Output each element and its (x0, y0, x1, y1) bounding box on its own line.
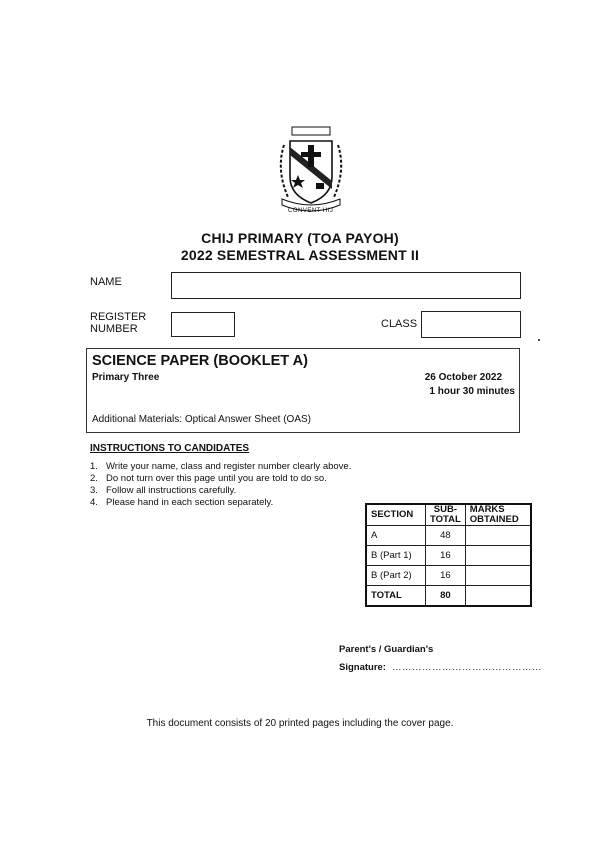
crest-caption: CONVENT HIJ (288, 208, 334, 214)
instruction-number: 4. (90, 497, 98, 508)
row-section: B (Part 2) (366, 566, 426, 586)
paper-duration: 1 hour 30 minutes (429, 386, 515, 397)
register-number-field[interactable] (171, 312, 235, 337)
row-section: A (366, 526, 426, 546)
instructions-heading: INSTRUCTIONS TO CANDIDATES (90, 443, 250, 454)
instruction-item (90, 485, 351, 497)
instruction-number: 2. (90, 473, 98, 484)
instruction-number: 1. (90, 461, 98, 472)
table-row (366, 566, 531, 586)
paper-date: 26 October 2022 (424, 372, 502, 383)
header-marks-line1: MARKS (469, 504, 505, 515)
row-marks-obtained[interactable] (465, 586, 531, 607)
scan-speck (538, 339, 540, 341)
assessment-title: 2022 SEMESTRAL ASSESSMENT II (180, 247, 420, 263)
table-row (366, 546, 531, 566)
name-label: NAME (90, 276, 122, 288)
marks-table (365, 503, 532, 607)
name-field[interactable] (171, 272, 521, 299)
instruction-text: Please hand in each section separately. (106, 497, 274, 508)
row-marks-obtained[interactable] (465, 566, 531, 586)
header-section: SECTION (366, 504, 426, 526)
paper-level: Primary Three (92, 372, 160, 383)
instruction-item (90, 461, 351, 473)
header-marks-obtained (465, 504, 531, 526)
guardian-label: Parent's / Guardian's (339, 644, 434, 655)
signature-line[interactable]: ……………………………………… (392, 662, 542, 673)
row-subtotal: 80 (426, 586, 466, 607)
row-subtotal: 48 (426, 526, 466, 546)
class-label: CLASS (381, 318, 418, 330)
signature-label: Signature: (339, 662, 386, 673)
class-field[interactable] (421, 311, 521, 338)
header-subtotal (426, 504, 466, 526)
instruction-text: Do not turn over this page until you are told to do so. (106, 473, 327, 484)
school-name: CHIJ PRIMARY (TOA PAYOH) (201, 230, 399, 246)
row-marks-obtained[interactable] (465, 526, 531, 546)
header-sub-line1: SUB- (433, 504, 458, 515)
row-marks-obtained[interactable] (465, 546, 531, 566)
header-sub-line2: TOTAL (430, 514, 461, 525)
instructions-list (90, 461, 351, 509)
page-count-note: This document consists of 20 printed pages including the cover page. (146, 718, 454, 729)
marks-table-header-row (366, 504, 531, 526)
school-crest-logo (270, 125, 352, 220)
additional-materials: Additional Materials: Optical Answer Sheet (OAS) (92, 414, 311, 425)
instruction-item (90, 497, 351, 509)
row-subtotal: 16 (426, 546, 466, 566)
row-section: B (Part 1) (366, 546, 426, 566)
instruction-number: 3. (90, 485, 98, 496)
table-row (366, 526, 531, 546)
row-section: TOTAL (366, 586, 426, 607)
row-subtotal: 16 (426, 566, 466, 586)
register-label-line1: REGISTER (90, 311, 147, 323)
register-label-line2: NUMBER (90, 323, 138, 335)
instruction-text: Write your name, class and register number clearly above. (106, 461, 352, 472)
header-marks-line2: OBTAINED (469, 514, 519, 525)
instruction-text: Follow all instructions carefully. (106, 485, 237, 496)
table-row-total (366, 586, 531, 607)
instruction-item (90, 473, 351, 485)
paper-title: SCIENCE PAPER (BOOKLET A) (92, 353, 308, 369)
